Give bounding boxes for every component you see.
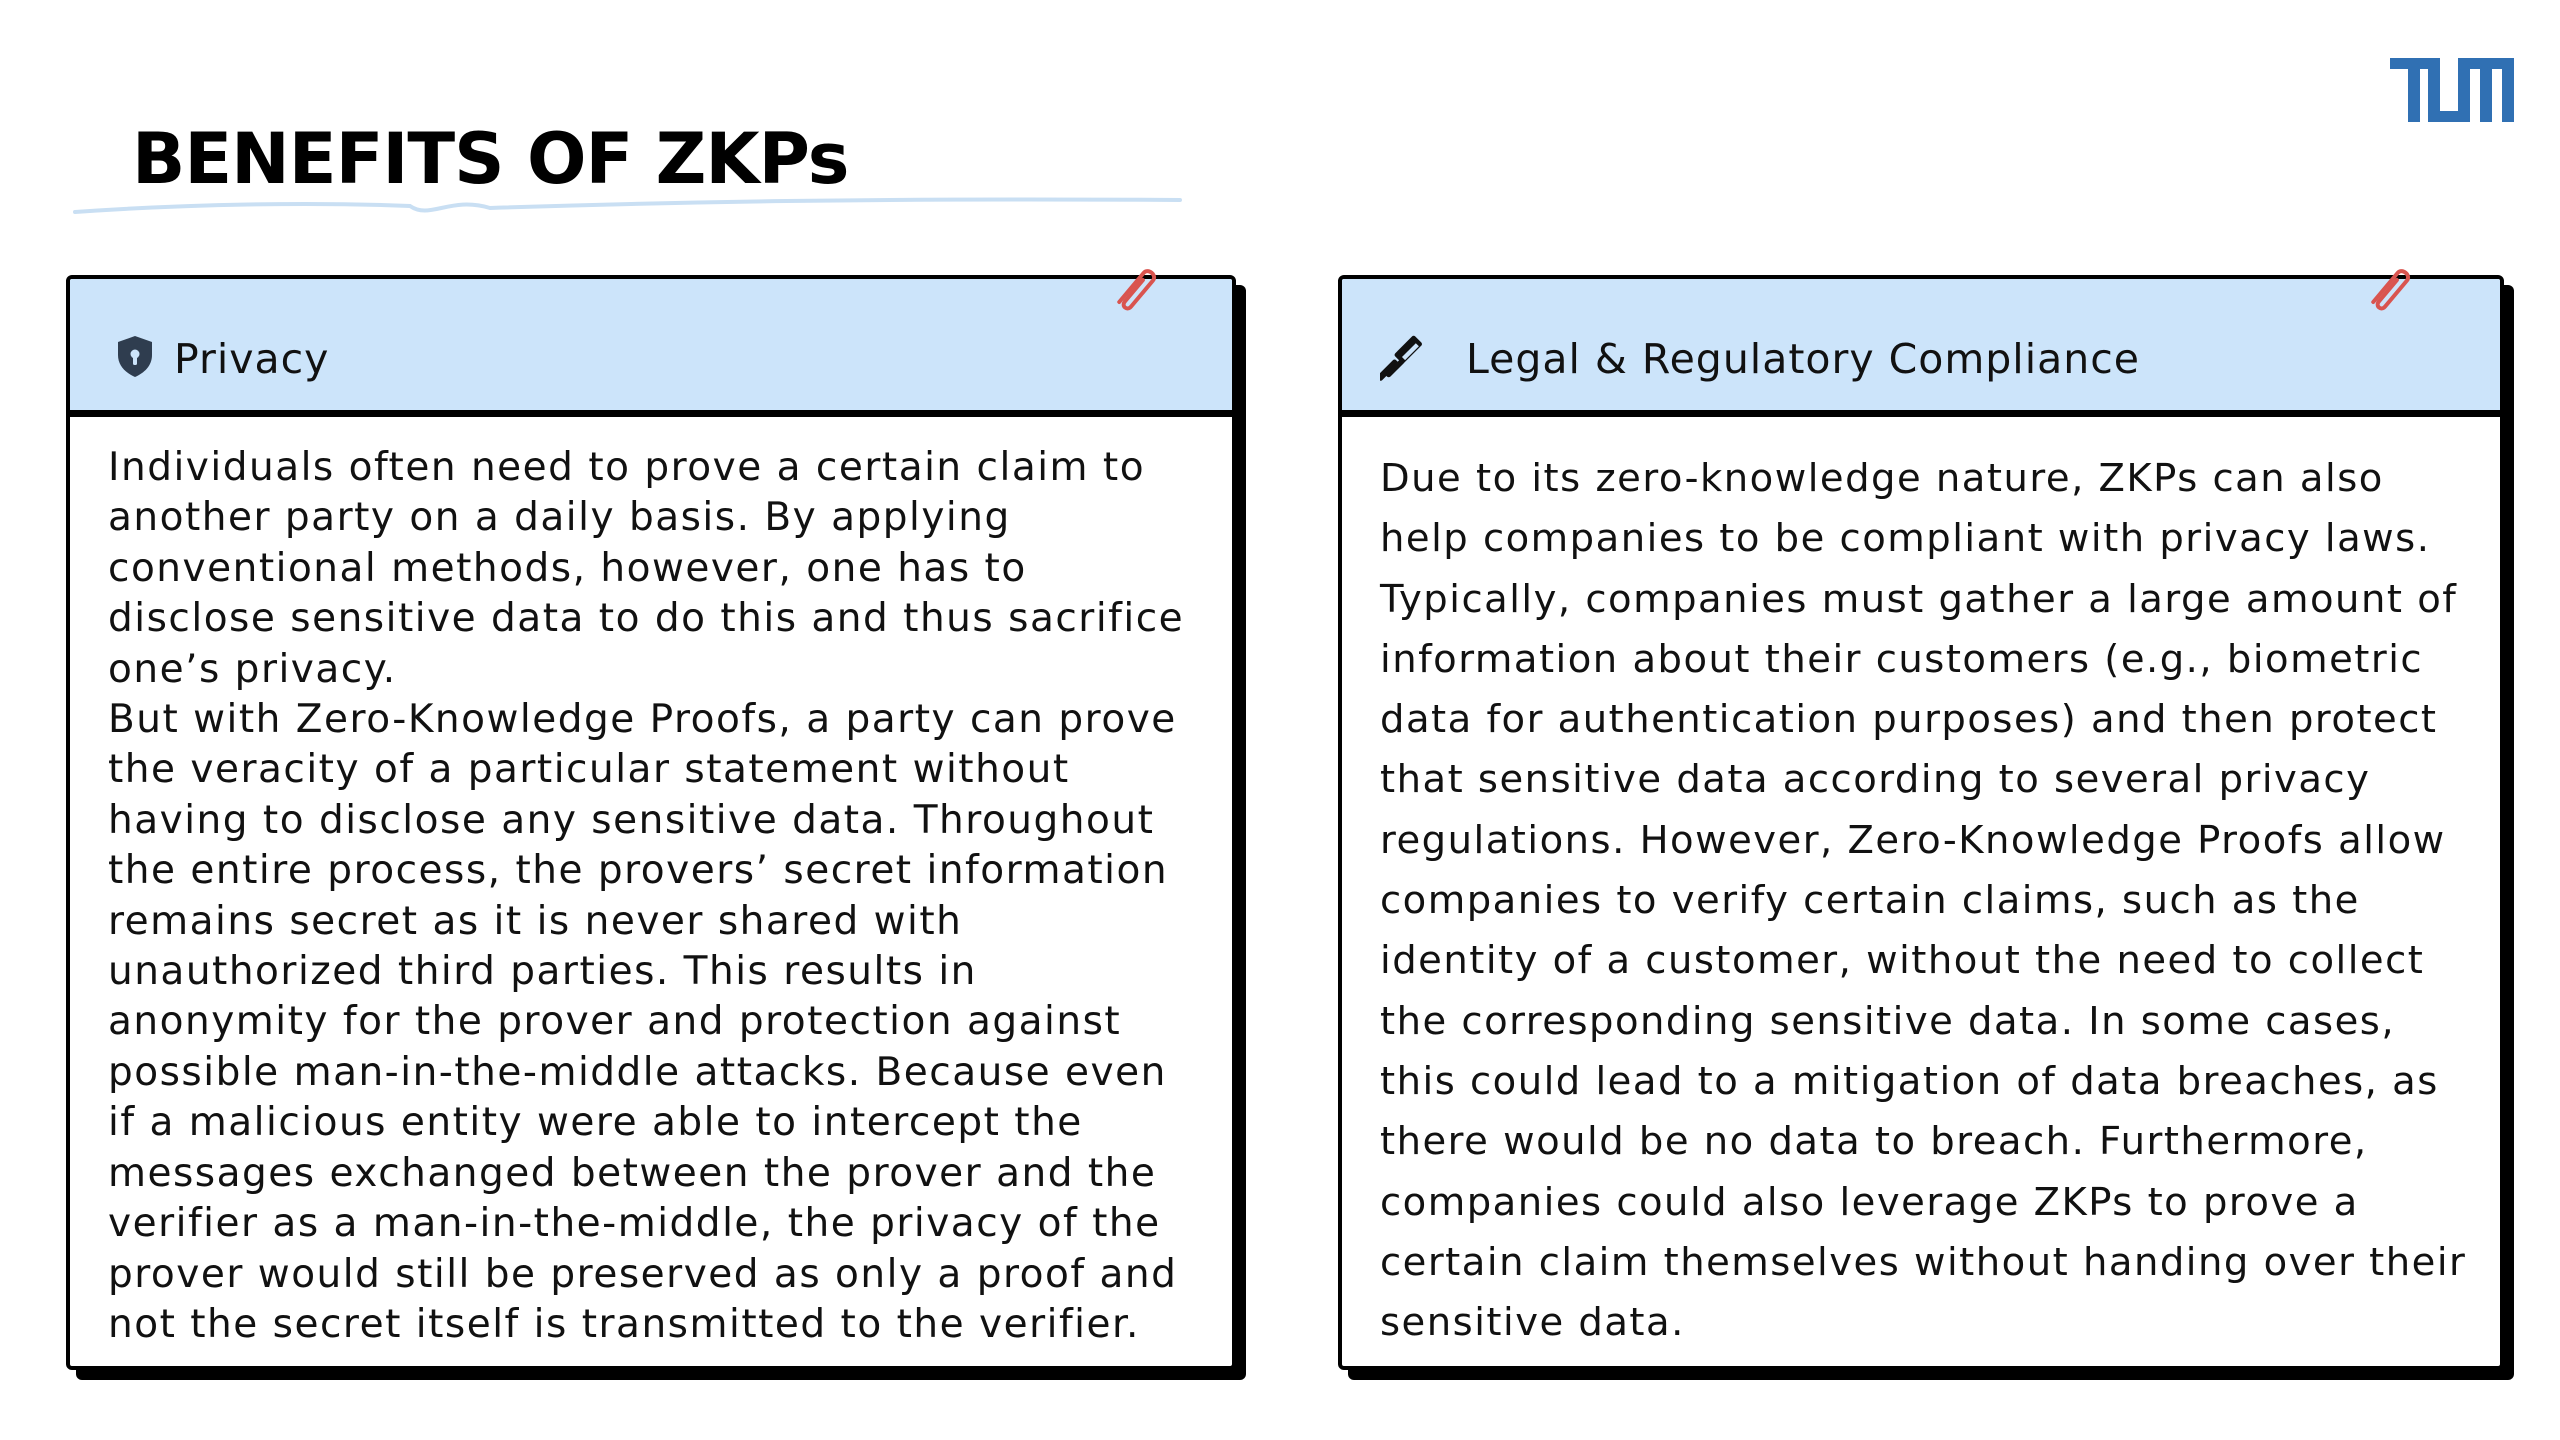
card-header	[1342, 279, 2500, 417]
legal-compliance-card	[1338, 275, 2504, 1370]
card-body	[66, 275, 1236, 1370]
tum-logo-icon	[2390, 58, 2514, 122]
legal-card-text: Due to its zero-knowledge nature, ZKPs can also help companies to be compliant with privacy laws. Typically, companies must gather a large amount of information about their customers (e.g., biometric data for authentication purposes) and then protect that sensitive data according to several privacy regulations. However, Zero-Knowledge Proofs allow companies to verify certain claims, such as the identity of a customer, without the need to collect the corresponding sensitive data. In some cases, this could lead to a mitigation of data breaches, as there would be no data to breach. Furthermore, companies could also leverage ZKPs to prove a certain claim themselves without handing over their sensitive data.	[1380, 456, 2467, 1346]
paperclip-icon	[2360, 257, 2424, 321]
card-body	[1338, 275, 2504, 1370]
card-heading-legal: Legal & Regulatory Compliance	[1466, 335, 2140, 383]
title-underline-decoration	[70, 190, 1190, 220]
card-heading-privacy: Privacy	[174, 335, 330, 383]
card-header	[70, 279, 1232, 417]
privacy-card	[66, 275, 1236, 1370]
privacy-card-text: Individuals often need to prove a certain claim to another party on a daily basis. By applying conventional methods, however, one has to disclose sensitive data to do this and thus sacrifice one’s privacy. But with Zero-Knowledge Proofs, a party can prove the veracity of a particular statement without having to disclose any sensitive data. Throughout the entire process, the provers’ secret information remains secret as it is never shared with unauthorized third parties. This results in anonymity for the prover and protection against possible man-in-the-middle attacks. Because even if a malicious entity were able to intercept the messages exchanged between the prover and the verifier as a man-in-the-middle, the privacy of the prover would still be preserved as only a proof and not the secret itself is transmitted to the verifier.	[108, 445, 1185, 1347]
slide-title: BENEFITS OF ZKPs	[132, 118, 849, 200]
gavel-icon	[1380, 331, 1430, 381]
paperclip-icon	[1106, 257, 1170, 321]
shield-keyhole-icon	[112, 333, 158, 379]
